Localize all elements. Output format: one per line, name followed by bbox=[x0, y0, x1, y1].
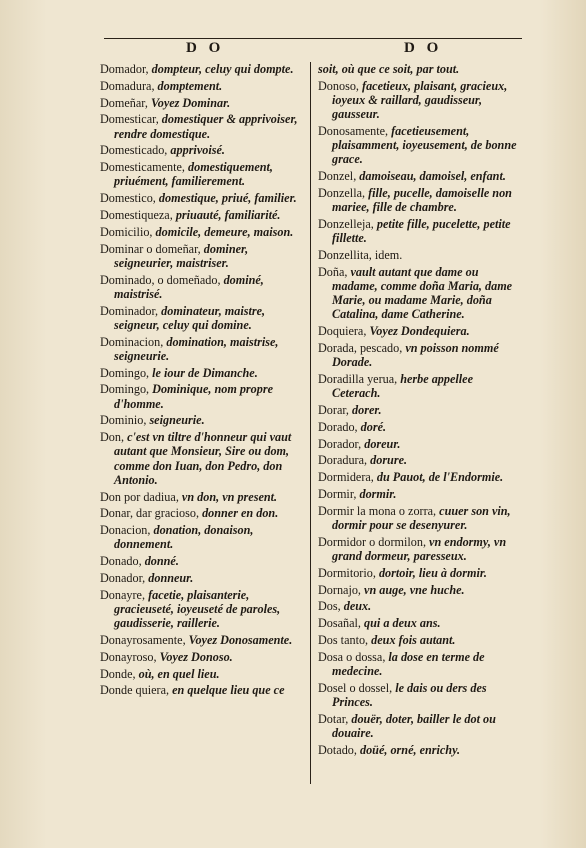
dictionary-entry bbox=[318, 470, 522, 484]
headword: Donde, bbox=[100, 666, 136, 681]
dictionary-entry bbox=[318, 420, 522, 434]
definition: dormir. bbox=[359, 486, 397, 501]
definition: dominé, maistrisé. bbox=[114, 272, 264, 301]
column-divider bbox=[310, 62, 311, 784]
headword: Donzelleja, bbox=[318, 217, 374, 231]
headword: Dorador, bbox=[318, 436, 362, 451]
dictionary-entry bbox=[318, 712, 522, 740]
definition: deux. bbox=[343, 599, 372, 614]
dictionary-entry bbox=[100, 554, 302, 568]
dictionary-entry bbox=[100, 413, 302, 427]
headword: Dotado, bbox=[318, 742, 357, 757]
definition: herbe appellee Ceterach. bbox=[332, 372, 473, 401]
definition: c'est vn tiltre d'honneur qui vaut autant que Monsieur, Sire ou dom, comme don Iuan, don Pedro, don Antonio. bbox=[114, 430, 292, 487]
definition: dorer. bbox=[352, 403, 382, 417]
dictionary-entry bbox=[318, 248, 522, 262]
definition: Voyez Donosamente. bbox=[188, 632, 293, 647]
dictionary-entry bbox=[318, 681, 522, 709]
definition: vn poisson nommé Dorade. bbox=[332, 341, 499, 370]
dictionary-entry bbox=[318, 650, 522, 678]
headword: Dominacion, bbox=[100, 334, 164, 349]
definition: vault autant que dame ou madame, comme doña Maria, dame Marie, ou madame Marie, doña Catalina, dame Catherine. bbox=[332, 264, 513, 322]
dictionary-entry bbox=[318, 487, 522, 501]
dictionary-entry bbox=[100, 523, 302, 551]
headword: Domingo, bbox=[100, 365, 150, 380]
definition: domestiquer & apprivoiser, rendre domestique. bbox=[114, 112, 298, 141]
definition: doreur. bbox=[364, 436, 401, 451]
definition: donneur. bbox=[148, 570, 194, 585]
definition: fille, pucelle, damoiselle non mariee, fille de chambre. bbox=[332, 186, 512, 215]
dictionary-entry bbox=[100, 667, 302, 681]
dictionary-entry bbox=[318, 599, 522, 613]
dictionary-entry bbox=[100, 304, 302, 332]
headword: Doradilla yerua, bbox=[318, 372, 398, 386]
headword: Donoso, bbox=[318, 78, 359, 93]
dictionary-entry bbox=[318, 504, 522, 532]
definition: en quelque lieu que ce bbox=[172, 683, 285, 698]
dictionary-entry bbox=[100, 242, 302, 270]
dictionary-entry bbox=[100, 650, 302, 664]
headword: Dominio, bbox=[100, 413, 147, 428]
dictionary-entry bbox=[100, 143, 302, 157]
headword: Domesticar, bbox=[100, 112, 159, 127]
dictionary-entry bbox=[318, 403, 522, 417]
dictionary-entry bbox=[318, 265, 522, 322]
dictionary-entry bbox=[100, 160, 302, 188]
headword: Don, bbox=[100, 430, 125, 445]
definition: facetieusement, plaisamment, ioyeusement, de bonne grace. bbox=[332, 124, 517, 167]
headword: Dorada, pescado, bbox=[318, 341, 403, 355]
left-column bbox=[100, 62, 302, 700]
headword: Dotar, bbox=[318, 711, 349, 726]
definition: doüé, orné, enrichy. bbox=[359, 742, 461, 757]
dictionary-entry bbox=[100, 225, 302, 239]
definition: Voyez Donoso. bbox=[159, 649, 233, 664]
dictionary-entry bbox=[318, 566, 522, 580]
definition: facetie, plaisanterie, gracieuseté, ioyeuseté de paroles, gaudisserie, raillerie. bbox=[114, 587, 281, 631]
definition: Voyez Dominar. bbox=[150, 95, 231, 110]
definition: domestique, priué, familier. bbox=[158, 191, 297, 206]
definition: douër, doter, bailler le dot ou douaire. bbox=[332, 711, 496, 740]
definition: vn don, vn present. bbox=[181, 489, 278, 504]
dictionary-entry bbox=[318, 79, 522, 122]
headword: Dormitorio, bbox=[318, 565, 376, 580]
definition: dompteur, celuy qui dompte. bbox=[151, 62, 294, 76]
definition: domicile, demeure, maison. bbox=[155, 224, 294, 239]
headword: Dos, bbox=[318, 599, 341, 614]
headword: Donzel, bbox=[318, 169, 357, 184]
headword: Doña, bbox=[318, 264, 348, 279]
headword: Donador, bbox=[100, 570, 146, 585]
definition: où, en quel lieu. bbox=[138, 666, 220, 681]
definition: dortoir, lieu à dormir. bbox=[378, 565, 487, 580]
headword: Dormir, bbox=[318, 486, 357, 501]
definition: petite fille, pucelette, petite fillette. bbox=[332, 217, 511, 246]
dictionary-entry bbox=[318, 62, 522, 76]
headword: Donacion, bbox=[100, 523, 151, 538]
dictionary-entry bbox=[318, 124, 522, 167]
definition: doré. bbox=[360, 419, 387, 434]
headword: Donado, bbox=[100, 554, 142, 569]
dictionary-entry bbox=[318, 341, 522, 369]
definition: domptement. bbox=[157, 78, 223, 93]
definition: la dose en terme de medecine. bbox=[332, 649, 485, 678]
headword: Donzellita, idem. bbox=[318, 248, 403, 262]
definition: donner en don. bbox=[202, 506, 279, 521]
definition: vn auge, vne huche. bbox=[364, 582, 465, 597]
headword: Donayrosamente, bbox=[100, 632, 186, 647]
dictionary-entry bbox=[318, 169, 522, 183]
dictionary-entry bbox=[100, 382, 302, 410]
dictionary-entry bbox=[100, 208, 302, 222]
headword: Dominar o domeñar, bbox=[100, 241, 201, 256]
dictionary-entry bbox=[100, 683, 302, 697]
dictionary-entry bbox=[318, 535, 522, 563]
definition: qui a deux ans. bbox=[364, 616, 441, 631]
definition: le dais ou ders des Princes. bbox=[332, 680, 487, 709]
headword: Dosañal, bbox=[318, 616, 361, 631]
definition: facetieux, plaisant, gracieux, ioyeux & raillard, gaudisseur, gausseur. bbox=[332, 78, 508, 122]
dictionary-entry bbox=[318, 324, 522, 338]
dictionary-entry bbox=[318, 372, 522, 400]
headword: Dorado, bbox=[318, 419, 358, 434]
headword: Dormir la mona o zorra, bbox=[318, 503, 437, 518]
dictionary-entry bbox=[318, 616, 522, 630]
headword: Dosa o dossa, bbox=[318, 649, 386, 664]
dictionary-entry bbox=[100, 273, 302, 301]
headword: Donde quiera, bbox=[100, 683, 170, 698]
headword: Doradura, bbox=[318, 453, 368, 468]
definition: Voyez Dondequiera. bbox=[369, 324, 470, 339]
headword: Donayroso, bbox=[100, 649, 157, 664]
definition: soit, où que ce soit, par tout. bbox=[318, 62, 460, 76]
definition: vn endormy, vn grand dormeur, paresseux. bbox=[332, 534, 507, 563]
headword: Dormidera, bbox=[318, 470, 374, 485]
headword: Domadura, bbox=[100, 78, 155, 93]
dictionary-entry bbox=[100, 633, 302, 647]
running-head-left: D O bbox=[186, 40, 225, 56]
dictionary-entry bbox=[100, 490, 302, 504]
dictionary-entry bbox=[318, 217, 522, 245]
headword: Domestiqueza, bbox=[100, 207, 173, 222]
headword: Domicilio, bbox=[100, 224, 153, 239]
definition: dorure. bbox=[370, 453, 408, 468]
headword: Doquiera, bbox=[318, 324, 367, 339]
definition: Dominique, nom propre d'homme. bbox=[114, 382, 274, 411]
headword: Dominado, o domeñado, bbox=[100, 272, 221, 287]
headword: Domeñar, bbox=[100, 95, 148, 110]
dictionary-entry bbox=[100, 506, 302, 520]
headword: Dorar, bbox=[318, 403, 349, 417]
definition: domination, maistrise, seigneurie. bbox=[114, 334, 279, 363]
dictionary-entry bbox=[100, 112, 302, 140]
running-head-right: D O bbox=[404, 40, 443, 56]
definition: du Pauot, de l'Endormie. bbox=[376, 470, 504, 485]
definition: le iour de Dimanche. bbox=[152, 365, 258, 380]
headword: Domador, bbox=[100, 62, 149, 76]
dictionary-entry bbox=[318, 743, 522, 757]
headword: Domingo, bbox=[100, 382, 150, 397]
definition: apprivoisé. bbox=[170, 143, 225, 158]
headword: Donar, dar gracioso, bbox=[100, 506, 200, 521]
dictionary-entry bbox=[100, 96, 302, 110]
headword: Domesticamente, bbox=[100, 160, 185, 175]
headword: Domesticado, bbox=[100, 143, 168, 158]
dictionary-entry bbox=[100, 335, 302, 363]
dictionary-entry bbox=[318, 437, 522, 451]
dictionary-entry bbox=[318, 186, 522, 214]
right-column bbox=[318, 62, 522, 760]
definition: seigneurie. bbox=[149, 413, 205, 428]
headword: Donzella, bbox=[318, 186, 366, 200]
headword: Dosel o dossel, bbox=[318, 680, 393, 695]
header-rule bbox=[104, 38, 522, 39]
definition: donné. bbox=[144, 554, 179, 569]
definition: dominer, seigneurier, maistriser. bbox=[114, 241, 249, 270]
dictionary-entry bbox=[100, 571, 302, 585]
headword: Donosamente, bbox=[318, 124, 389, 138]
dictionary-entry bbox=[318, 633, 522, 647]
dictionary-entry bbox=[100, 62, 302, 76]
definition: cuuer son vin, dormir pour se desenyurer. bbox=[332, 503, 511, 532]
dictionary-entry bbox=[100, 79, 302, 93]
dictionary-entry bbox=[318, 453, 522, 467]
definition: priuauté, familiarité. bbox=[175, 207, 281, 222]
dictionary-entry bbox=[100, 366, 302, 380]
dictionary-entry bbox=[100, 430, 302, 487]
definition: dominateur, maistre, seigneur, celuy qui domine. bbox=[114, 303, 266, 332]
dictionary-entry bbox=[100, 588, 302, 631]
dictionary-entry bbox=[318, 583, 522, 597]
headword: Dos tanto, bbox=[318, 632, 369, 647]
definition: deux fois autant. bbox=[371, 632, 456, 647]
headword: Dornajo, bbox=[318, 582, 361, 597]
definition: donation, donaison, donnement. bbox=[114, 523, 254, 552]
headword: Donayre, bbox=[100, 587, 146, 602]
headword: Domestico, bbox=[100, 191, 156, 206]
headword: Don por dadiua, bbox=[100, 489, 179, 504]
definition: damoiseau, damoisel, enfant. bbox=[359, 169, 506, 184]
definition: domestiquement, priuément, familierement. bbox=[114, 160, 273, 189]
headword: Dormidor o dormilon, bbox=[318, 534, 426, 549]
dictionary-entry bbox=[100, 191, 302, 205]
headword: Dominador, bbox=[100, 303, 159, 318]
